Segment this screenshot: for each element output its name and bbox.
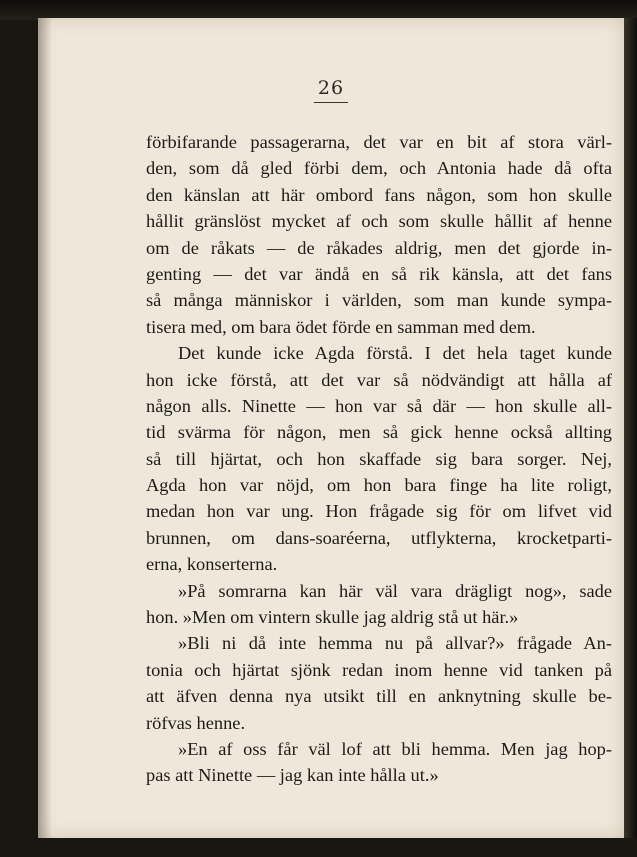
- text-line: hållit gränslöst mycket af och som skulle hållit af henne: [146, 211, 612, 232]
- text-line: förbifarande passagerarna, det var en bit af stora värl-: [146, 132, 612, 152]
- page-number-label: 26: [314, 77, 348, 103]
- text-line: hon icke förstå, att det var så nödvändigt att hålla af: [146, 369, 612, 390]
- text-line: den känslan att här ombord fans någon, som hon skulle: [146, 184, 612, 205]
- text-line: »På somrarna kan här väl vara drägligt nog», sade: [178, 580, 612, 601]
- page-number: [38, 77, 624, 103]
- scan-top-edge: [0, 0, 637, 20]
- text-line: hon. »Men om vintern skulle jag aldrig stå ut här.»: [146, 607, 519, 628]
- text-line: så många människor i världen, som man kunde sympa-: [146, 290, 612, 311]
- text-line: om de råkats — de råkades aldrig, men det gjorde in-: [146, 237, 612, 258]
- scan-right-edge: [624, 18, 637, 838]
- text-line: brunnen, om dans-soaréerna, utflykterna, krocketparti-: [146, 527, 612, 548]
- text-line: Det kunde icke Agda förstå. I det hela taget kunde: [178, 343, 612, 364]
- text-line: så till hjärtat, och hon skaffade sig bara sorger. Nej,: [146, 448, 612, 469]
- text-line: genting — det var ändå en så rik känsla, att det fans: [146, 263, 612, 284]
- text-line: erna, konserterna.: [146, 554, 278, 575]
- text-line: att äfven denna nya utsikt till en anknytning skulle be-: [146, 686, 612, 707]
- text-line: röfvas henne.: [146, 712, 246, 733]
- text-line: medan hon var ung. Hon frågade sig för om lifvet vid: [146, 501, 612, 522]
- text-line: Agda hon var nöjd, om hon bara finge ha lite roligt,: [146, 475, 612, 496]
- text-line: »En af oss får väl lof att bli hemma. Men jag hop-: [178, 738, 612, 759]
- text-line: »Bli ni då inte hemma nu på allvar?» frågade An-: [178, 633, 612, 654]
- text-line: någon alls. Ninette — hon var så där — hon skulle all-: [146, 395, 612, 416]
- body-text: [146, 129, 612, 789]
- text-line: pas att Ninette — jag kan inte hålla ut.»: [146, 765, 439, 786]
- book-page: [38, 18, 624, 838]
- text-line: den, som då gled förbi dem, och Antonia hade då ofta: [146, 158, 612, 179]
- text-line: tid svärma för någon, men så gick henne också allting: [146, 422, 612, 443]
- text-line: tisera med, om bara ödet förde en samman med dem.: [146, 316, 536, 337]
- text-line: tonia och hjärtat sjönk redan inom henne vid tanken på: [146, 659, 612, 680]
